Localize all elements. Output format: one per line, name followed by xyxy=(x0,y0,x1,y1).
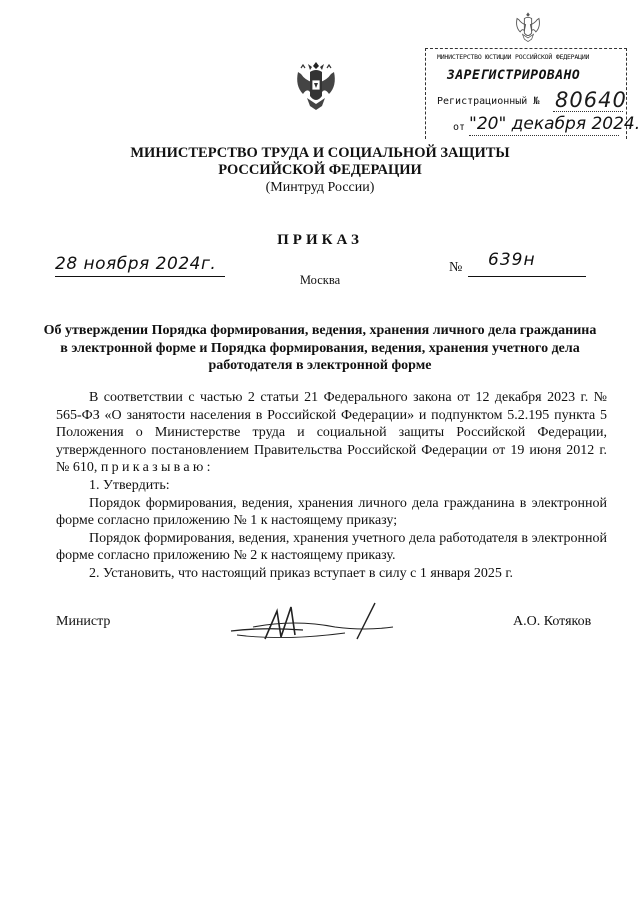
stamp-date-underline xyxy=(469,135,619,136)
coat-of-arms-icon xyxy=(293,58,339,114)
order-body xyxy=(56,389,607,583)
order-number: 639н xyxy=(488,250,536,270)
stamp-ministry: МИНИСТЕРСТВО ЮСТИЦИИ РОССИЙСКОЙ ФЕДЕРАЦИИ xyxy=(437,53,590,61)
order-number-sign: № xyxy=(449,260,463,275)
body-paragraph-text: В соответствии с частью 2 статьи 21 Федерального закона от 12 декабря 2023 г. № 565-ФЗ «О занятости населения в Российской Федерации» и подпунктом 5.2.195 пункта 5 Положения о Министерстве труда и социальной защиты Российской Федерации, утвержденного постановлением Правительства Российской Федерации от 19 июня 2012 г. № 610, xyxy=(56,390,607,476)
ministry-line-1: МИНИСТЕРСТВО ТРУДА И СОЦИАЛЬНОЙ ЗАЩИТЫ xyxy=(130,145,510,161)
order-date: 28 ноября 2024г. xyxy=(55,254,217,274)
body-paragraph xyxy=(56,389,607,477)
body-paragraph: Порядок формирования, ведения, хранения личного дела гражданина в электронной форме согласно приложению № 1 к настоящему приказу; xyxy=(56,495,607,529)
order-title: ПРИКАЗ xyxy=(277,232,363,248)
signatory-name: А.О. Котяков xyxy=(513,614,592,629)
stamp-reg-label: Регистрационный № xyxy=(437,96,540,107)
body-paragraph: 1. Утвердить: xyxy=(89,477,170,493)
ministry-line-2: РОССИЙСКОЙ ФЕДЕРАЦИИ xyxy=(218,162,422,178)
signatory-role: Министр xyxy=(56,614,111,629)
order-number-underline xyxy=(468,276,586,277)
handwritten-signature xyxy=(225,597,400,647)
coat-of-arms-icon xyxy=(514,10,542,44)
stamp-title: ЗАРЕГИСТРИРОВАНО xyxy=(447,68,581,83)
body-paragraph: 2. Установить, что настоящий приказ вступает в силу с 1 января 2025 г. xyxy=(89,565,514,581)
order-city: Москва xyxy=(299,273,341,287)
order-word: приказываю: xyxy=(100,460,214,476)
ministry-short-name: (Минтруд России) xyxy=(265,180,375,195)
stamp-reg-underline xyxy=(553,111,623,112)
stamp-date: "20" декабря 2024. xyxy=(469,114,640,134)
stamp-reg-number: 80640 xyxy=(555,88,627,112)
order-subject: Об утверждении Порядка формирования, ведения, хранения личного дела гражданина в электронной форме и Порядка формирования, ведения, хранения учетного дела работодателя в электронной форме xyxy=(43,323,597,373)
stamp-date-prefix: от xyxy=(453,122,466,133)
registration-stamp xyxy=(425,10,640,140)
body-paragraph: Порядок формирования, ведения, хранения учетного дела работодателя в электронной форме согласно приложению № 2 к настоящему приказу. xyxy=(56,530,607,564)
ministry-name xyxy=(0,145,640,179)
